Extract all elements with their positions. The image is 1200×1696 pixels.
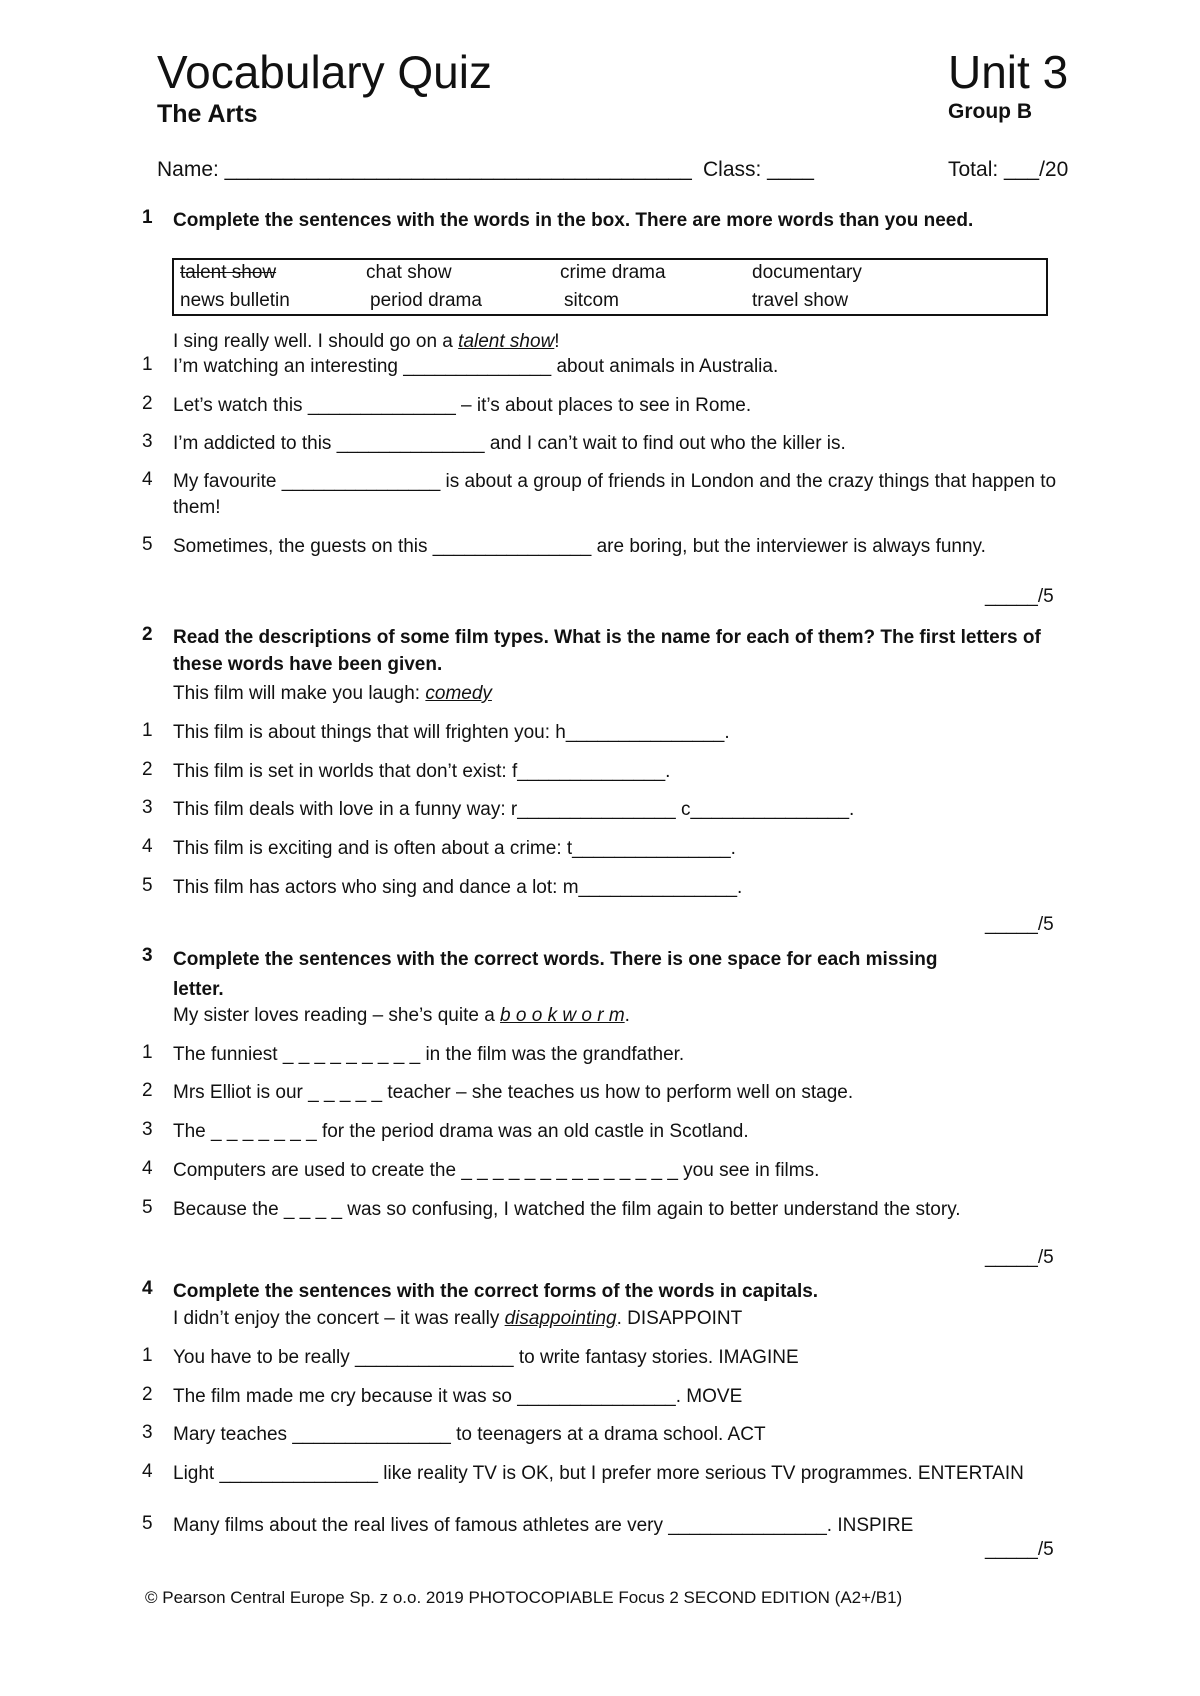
section4-example: I didn’t enjoy the concert – it was really disappointing. DISAPPOINT — [173, 1308, 743, 1329]
section2-example: This film will make you laugh: comedy — [173, 683, 492, 704]
item-number: 4 — [142, 836, 153, 857]
item-number: 1 — [142, 720, 153, 741]
item-number: 3 — [142, 797, 153, 818]
question-text: My favourite _______________ is about a group of friends in London and the crazy things that happen to them! — [173, 471, 1057, 518]
word-box — [172, 258, 1048, 316]
word-box-item: news bulletin — [180, 290, 290, 311]
class-field: Class: ____ — [703, 158, 814, 181]
example-answer: b o o k w o r m — [500, 1005, 625, 1026]
item-number: 2 — [142, 759, 153, 780]
item-number: 3 — [142, 431, 153, 452]
question-text: I’m addicted to this ______________ and I can’t wait to find out who the killer is. — [173, 433, 846, 454]
group-label: Group B — [948, 100, 1032, 123]
word-box-item: period drama — [370, 290, 482, 311]
section3-number: 3 — [142, 945, 153, 966]
item-number: 2 — [142, 1080, 153, 1101]
item-number: 5 — [142, 534, 153, 555]
section1-instruction: Complete the sentences with the words in the box. There are more words than you need. — [173, 210, 974, 231]
question-text: The funniest _ _ _ _ _ _ _ _ _ in the film was the grandfather. — [173, 1044, 685, 1065]
question-text: The _ _ _ _ _ _ _ for the period drama was an old castle in Scotland. — [173, 1121, 749, 1142]
word-box-item: talent show — [180, 262, 277, 283]
item-number: 1 — [142, 1042, 153, 1063]
word-box-item: travel show — [752, 290, 849, 311]
question-text: Sometimes, the guests on this _______________ are boring, but the interviewer is always funny. — [173, 536, 986, 557]
quiz-title: Vocabulary Quiz — [157, 46, 492, 98]
item-number: 4 — [142, 1158, 153, 1179]
item-number: 3 — [142, 1119, 153, 1140]
section1-number: 1 — [142, 207, 153, 228]
section2-number: 2 — [142, 624, 153, 645]
quiz-subtitle: The Arts — [157, 100, 258, 128]
item-number: 5 — [142, 1513, 153, 1534]
example-answer: disappointing — [504, 1308, 617, 1329]
item-number: 5 — [142, 875, 153, 896]
question-text: This film has actors who sing and dance a lot: m_______________. — [173, 877, 743, 898]
section3-score: _____/5 — [985, 1247, 1054, 1268]
unit-label: Unit 3 — [948, 46, 1069, 98]
name-field: Name: ________________________________________ — [157, 158, 692, 181]
word-box-item: chat show — [366, 262, 452, 283]
item-number: 1 — [142, 354, 153, 375]
question-text: Mrs Elliot is our _ _ _ _ _ teacher – she teaches us how to perform well on stage. — [173, 1082, 854, 1103]
item-number: 1 — [142, 1345, 153, 1366]
section3-example: My sister loves reading – she’s quite a b o o k w o r m. — [173, 1005, 630, 1026]
item-number: 5 — [142, 1197, 153, 1218]
question-text: This film is set in worlds that don’t exist: f______________. — [173, 761, 671, 782]
item-number: 4 — [142, 1461, 153, 1482]
question-text: The film made me cry because it was so _______________. MOVE — [173, 1386, 743, 1407]
item-number: 4 — [142, 469, 153, 490]
question-text: This film deals with love in a funny way: r_______________ c_______________. — [173, 799, 855, 820]
question-text: Light _______________ like reality TV is OK, but I prefer more serious TV programmes. ENTERTAIN — [173, 1463, 1024, 1484]
question-text: Mary teaches _______________ to teenagers at a drama school. ACT — [173, 1424, 766, 1445]
section4-instruction: Complete the sentences with the correct forms of the words in capitals. — [173, 1281, 819, 1302]
question-text: Many films about the real lives of famous athletes are very _______________. INSPIRE — [173, 1515, 914, 1536]
section4-number: 4 — [142, 1278, 153, 1299]
word-box-item: crime drama — [560, 262, 666, 283]
example-answer: comedy — [425, 683, 492, 704]
word-box-item: sitcom — [564, 290, 619, 311]
total-field: Total: ___/20 — [948, 158, 1069, 181]
section1-example: I sing really well. I should go on a talent show! — [173, 331, 560, 352]
section2-instruction: Read the descriptions of some film types. What is the name for each of them? The first letters of these words have been given. — [173, 627, 1041, 675]
item-number: 2 — [142, 393, 153, 414]
section4-score: _____/5 — [985, 1539, 1054, 1560]
word-box-item: documentary — [752, 262, 862, 283]
item-number: 3 — [142, 1422, 153, 1443]
section3-instruction: Complete the sentences with the correct words. There is one space for each missing letter. — [173, 949, 938, 1000]
question-text: Because the _ _ _ _ was so confusing, I watched the film again to better understand the story. — [173, 1199, 961, 1220]
section1-score: _____/5 — [985, 586, 1054, 607]
question-text: Computers are used to create the _ _ _ _ _ _ _ _ _ _ _ _ _ _ you see in films. — [173, 1160, 820, 1181]
section2-score: _____/5 — [985, 914, 1054, 935]
example-answer: talent show — [458, 331, 555, 352]
question-text: You have to be really _______________ to write fantasy stories. IMAGINE — [173, 1347, 799, 1368]
item-number: 2 — [142, 1384, 153, 1405]
question-text: This film is exciting and is often about a crime: t_______________. — [173, 838, 736, 859]
question-text: I’m watching an interesting ______________ about animals in Australia. — [173, 356, 779, 377]
question-text: Let’s watch this ______________ – it’s about places to see in Rome. — [173, 395, 752, 416]
question-text: This film is about things that will frighten you: h_______________. — [173, 722, 730, 743]
copyright-footer: © Pearson Central Europe Sp. z o.o. 2019 PHOTOCOPIABLE Focus 2 SECOND EDITION (A2+/B1) — [145, 1588, 903, 1607]
